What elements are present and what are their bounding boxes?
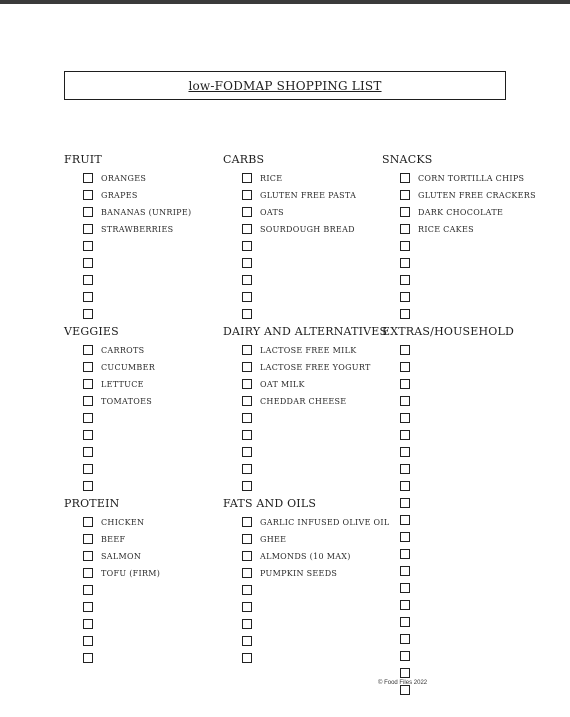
list-item[interactable] <box>83 257 93 269</box>
checkbox[interactable] <box>400 651 410 661</box>
checkbox[interactable] <box>400 549 410 559</box>
list-item[interactable] <box>242 446 252 458</box>
list-item[interactable] <box>83 446 93 458</box>
list-item[interactable] <box>400 412 410 424</box>
list-item[interactable] <box>242 257 252 269</box>
checkbox[interactable] <box>242 636 252 646</box>
checkbox[interactable] <box>400 413 410 423</box>
list-item[interactable] <box>83 344 144 356</box>
checkbox[interactable] <box>83 173 93 183</box>
checkbox[interactable] <box>83 275 93 285</box>
list-item[interactable] <box>83 463 93 475</box>
item-label: CHICKEN <box>101 517 145 527</box>
item-label: GRAPES <box>101 190 138 200</box>
list-item[interactable] <box>83 652 93 664</box>
checkbox[interactable] <box>242 447 252 457</box>
item-label: RICE CAKES <box>418 224 474 234</box>
list-item[interactable] <box>242 361 371 373</box>
checkbox[interactable] <box>242 241 252 251</box>
checkbox[interactable] <box>242 258 252 268</box>
checkbox[interactable] <box>242 551 252 561</box>
list-item[interactable] <box>400 497 410 509</box>
list-item[interactable] <box>242 618 252 630</box>
checkbox[interactable] <box>400 583 410 593</box>
list-item[interactable] <box>242 240 252 252</box>
footer-copyright: © Food Files 2022 <box>378 680 428 686</box>
item-label: PUMPKIN SEEDS <box>260 568 338 578</box>
list-item[interactable] <box>400 480 410 492</box>
item-label: CARROTS <box>101 345 145 355</box>
checkbox[interactable] <box>83 241 93 251</box>
list-item[interactable] <box>83 172 146 184</box>
list-item[interactable] <box>400 206 503 218</box>
item-label: LACTOSE FREE MILK <box>260 345 357 355</box>
list-item[interactable] <box>242 395 346 407</box>
checkbox[interactable] <box>242 653 252 663</box>
checkbox[interactable] <box>242 481 252 491</box>
item-label: CUCUMBER <box>101 362 156 372</box>
heading-snacks: SNACKS <box>382 153 433 166</box>
list-item[interactable] <box>242 584 252 596</box>
item-label: SOURDOUGH BREAD <box>260 224 355 234</box>
checkbox[interactable] <box>242 345 252 355</box>
checkbox[interactable] <box>400 396 410 406</box>
checkbox[interactable] <box>83 619 93 629</box>
checkbox[interactable] <box>83 447 93 457</box>
list-item[interactable] <box>83 550 141 562</box>
list-item[interactable] <box>242 291 252 303</box>
list-item[interactable] <box>83 189 138 201</box>
list-item[interactable] <box>83 584 93 596</box>
list-item[interactable] <box>400 429 410 441</box>
item-label: TOMATOES <box>101 396 153 406</box>
checkbox[interactable] <box>242 619 252 629</box>
checkbox[interactable] <box>400 190 410 200</box>
list-item[interactable] <box>242 550 351 562</box>
list-item[interactable] <box>242 223 355 235</box>
checkbox[interactable] <box>83 534 93 544</box>
list-item[interactable] <box>400 548 410 560</box>
list-item[interactable] <box>83 635 93 647</box>
list-item[interactable] <box>400 189 536 201</box>
checkbox[interactable] <box>242 413 252 423</box>
checkbox[interactable] <box>83 413 93 423</box>
checkbox[interactable] <box>83 190 93 200</box>
checkbox[interactable] <box>242 292 252 302</box>
list-item[interactable] <box>83 516 144 528</box>
checkbox[interactable] <box>400 668 410 678</box>
checkbox[interactable] <box>400 345 410 355</box>
list-item[interactable] <box>400 274 410 286</box>
list-item[interactable] <box>83 480 93 492</box>
page-title: low-FODMAP SHOPPING LIST <box>188 78 382 93</box>
list-item[interactable] <box>400 582 410 594</box>
checkbox[interactable] <box>83 636 93 646</box>
checkbox[interactable] <box>83 481 93 491</box>
list-item[interactable] <box>242 308 252 320</box>
item-label: TOFU (FIRM) <box>101 568 161 578</box>
checkbox[interactable] <box>400 515 410 525</box>
item-label: STRAWBERRIES <box>101 224 174 234</box>
list-item[interactable] <box>400 172 524 184</box>
list-item[interactable] <box>242 378 305 390</box>
checkbox[interactable] <box>83 379 93 389</box>
list-item[interactable] <box>400 463 410 475</box>
list-item[interactable] <box>242 516 389 528</box>
checkbox[interactable] <box>242 207 252 217</box>
checkbox[interactable] <box>83 345 93 355</box>
checkbox[interactable] <box>400 464 410 474</box>
item-label: OATS <box>260 207 284 217</box>
list-item[interactable] <box>400 650 410 662</box>
list-item[interactable] <box>83 601 93 613</box>
title-box <box>64 71 506 100</box>
item-label: GHEE <box>260 534 287 544</box>
checkbox[interactable] <box>242 517 252 527</box>
checkbox[interactable] <box>242 190 252 200</box>
list-item[interactable] <box>83 378 144 390</box>
item-label: GLUTEN FREE CRACKERS <box>418 190 536 200</box>
list-item[interactable] <box>83 429 93 441</box>
list-item[interactable] <box>242 480 252 492</box>
item-label: GLUTEN FREE PASTA <box>260 190 357 200</box>
checkbox[interactable] <box>242 379 252 389</box>
checkbox[interactable] <box>400 685 410 695</box>
list-item[interactable] <box>242 463 252 475</box>
checkbox[interactable] <box>83 653 93 663</box>
checkbox[interactable] <box>400 447 410 457</box>
checkbox[interactable] <box>400 224 410 234</box>
list-item[interactable] <box>400 531 410 543</box>
item-label: ALMONDS (10 MAX) <box>260 551 351 561</box>
list-item[interactable] <box>400 344 410 356</box>
checkbox[interactable] <box>242 534 252 544</box>
list-item[interactable] <box>83 240 93 252</box>
checkbox[interactable] <box>83 396 93 406</box>
item-label: RICE <box>260 173 283 183</box>
list-item[interactable] <box>83 533 125 545</box>
checkbox[interactable] <box>400 498 410 508</box>
item-label: LACTOSE FREE YOGURT <box>260 362 371 372</box>
checkbox[interactable] <box>400 481 410 491</box>
checkbox[interactable] <box>400 309 410 319</box>
heading-dairy: DAIRY AND ALTERNATIVES <box>223 325 388 338</box>
checkbox[interactable] <box>242 464 252 474</box>
item-label: BANANAS (UNRIPE) <box>101 207 192 217</box>
checkbox[interactable] <box>400 275 410 285</box>
list-item[interactable] <box>242 206 284 218</box>
list-item[interactable] <box>400 565 410 577</box>
item-label: CORN TORTILLA CHIPS <box>418 173 525 183</box>
checkbox[interactable] <box>83 224 93 234</box>
list-item[interactable] <box>242 274 252 286</box>
list-item[interactable] <box>83 274 93 286</box>
list-item[interactable] <box>242 189 356 201</box>
list-item[interactable] <box>400 240 410 252</box>
list-item[interactable] <box>400 633 410 645</box>
checkbox[interactable] <box>400 532 410 542</box>
heading-protein: PROTEIN <box>64 497 120 510</box>
list-item[interactable] <box>400 395 410 407</box>
item-label: BEEF <box>101 534 126 544</box>
checkbox[interactable] <box>400 207 410 217</box>
list-item[interactable] <box>400 308 410 320</box>
list-item[interactable] <box>83 223 173 235</box>
checkbox[interactable] <box>242 309 252 319</box>
item-label: ORANGES <box>101 173 147 183</box>
list-item[interactable] <box>400 446 410 458</box>
checkbox[interactable] <box>83 602 93 612</box>
item-label: DARK CHOCOLATE <box>418 207 504 217</box>
heading-veggies: VEGGIES <box>64 325 119 338</box>
list-item[interactable] <box>242 533 286 545</box>
checkbox[interactable] <box>400 566 410 576</box>
checkbox[interactable] <box>242 585 252 595</box>
checkbox[interactable] <box>83 309 93 319</box>
list-item[interactable] <box>242 601 252 613</box>
checkbox[interactable] <box>400 634 410 644</box>
checkbox[interactable] <box>83 207 93 217</box>
checkbox[interactable] <box>242 602 252 612</box>
checkbox[interactable] <box>400 173 410 183</box>
checkbox[interactable] <box>83 362 93 372</box>
item-label: LETTUCE <box>101 379 144 389</box>
list-item[interactable] <box>400 616 410 628</box>
list-item[interactable] <box>400 291 410 303</box>
list-item[interactable] <box>242 344 357 356</box>
item-label: SALMON <box>101 551 142 561</box>
list-item[interactable] <box>242 429 252 441</box>
checkbox[interactable] <box>242 224 252 234</box>
checkbox[interactable] <box>242 173 252 183</box>
heading-extras: EXTRAS/HOUSEHOLD <box>382 325 515 338</box>
list-item[interactable] <box>400 223 474 235</box>
heading-fats: FATS AND OILS <box>223 497 317 510</box>
list-item[interactable] <box>242 412 252 424</box>
list-item[interactable] <box>83 361 155 373</box>
checkbox[interactable] <box>242 362 252 372</box>
list-item[interactable] <box>400 599 410 611</box>
checkbox[interactable] <box>400 362 410 372</box>
checkbox[interactable] <box>400 617 410 627</box>
top-border <box>0 0 570 4</box>
item-label: CHEDDAR CHEESE <box>260 396 347 406</box>
checkbox[interactable] <box>242 275 252 285</box>
list-item[interactable] <box>242 567 337 579</box>
list-item[interactable] <box>83 308 93 320</box>
checkbox[interactable] <box>242 430 252 440</box>
list-item[interactable] <box>400 257 410 269</box>
list-item[interactable] <box>242 635 252 647</box>
checkbox[interactable] <box>83 464 93 474</box>
checkbox[interactable] <box>242 568 252 578</box>
list-item[interactable] <box>83 291 93 303</box>
checkbox[interactable] <box>83 430 93 440</box>
checkbox[interactable] <box>400 600 410 610</box>
list-item[interactable] <box>83 412 93 424</box>
heading-fruit: FRUIT <box>64 153 102 166</box>
checkbox[interactable] <box>83 258 93 268</box>
checkbox[interactable] <box>400 292 410 302</box>
list-item[interactable] <box>83 618 93 630</box>
list-item[interactable] <box>400 514 410 526</box>
list-item[interactable] <box>83 395 152 407</box>
checkbox[interactable] <box>400 241 410 251</box>
checkbox[interactable] <box>83 551 93 561</box>
list-item[interactable] <box>400 667 410 679</box>
item-label: OAT MILK <box>260 379 305 389</box>
list-item[interactable] <box>242 652 252 664</box>
checkbox[interactable] <box>400 430 410 440</box>
checkbox[interactable] <box>83 517 93 527</box>
list-item[interactable] <box>83 567 160 579</box>
heading-carbs: CARBS <box>223 153 265 166</box>
checkbox[interactable] <box>242 396 252 406</box>
checkbox[interactable] <box>400 258 410 268</box>
list-item[interactable] <box>83 206 191 218</box>
checkbox[interactable] <box>400 379 410 389</box>
list-item[interactable] <box>400 378 410 390</box>
list-item[interactable] <box>242 172 282 184</box>
item-label: GARLIC INFUSED OLIVE OIL <box>260 517 390 527</box>
checkbox[interactable] <box>83 585 93 595</box>
checkbox[interactable] <box>83 568 93 578</box>
checkbox[interactable] <box>83 292 93 302</box>
list-item[interactable] <box>400 361 410 373</box>
